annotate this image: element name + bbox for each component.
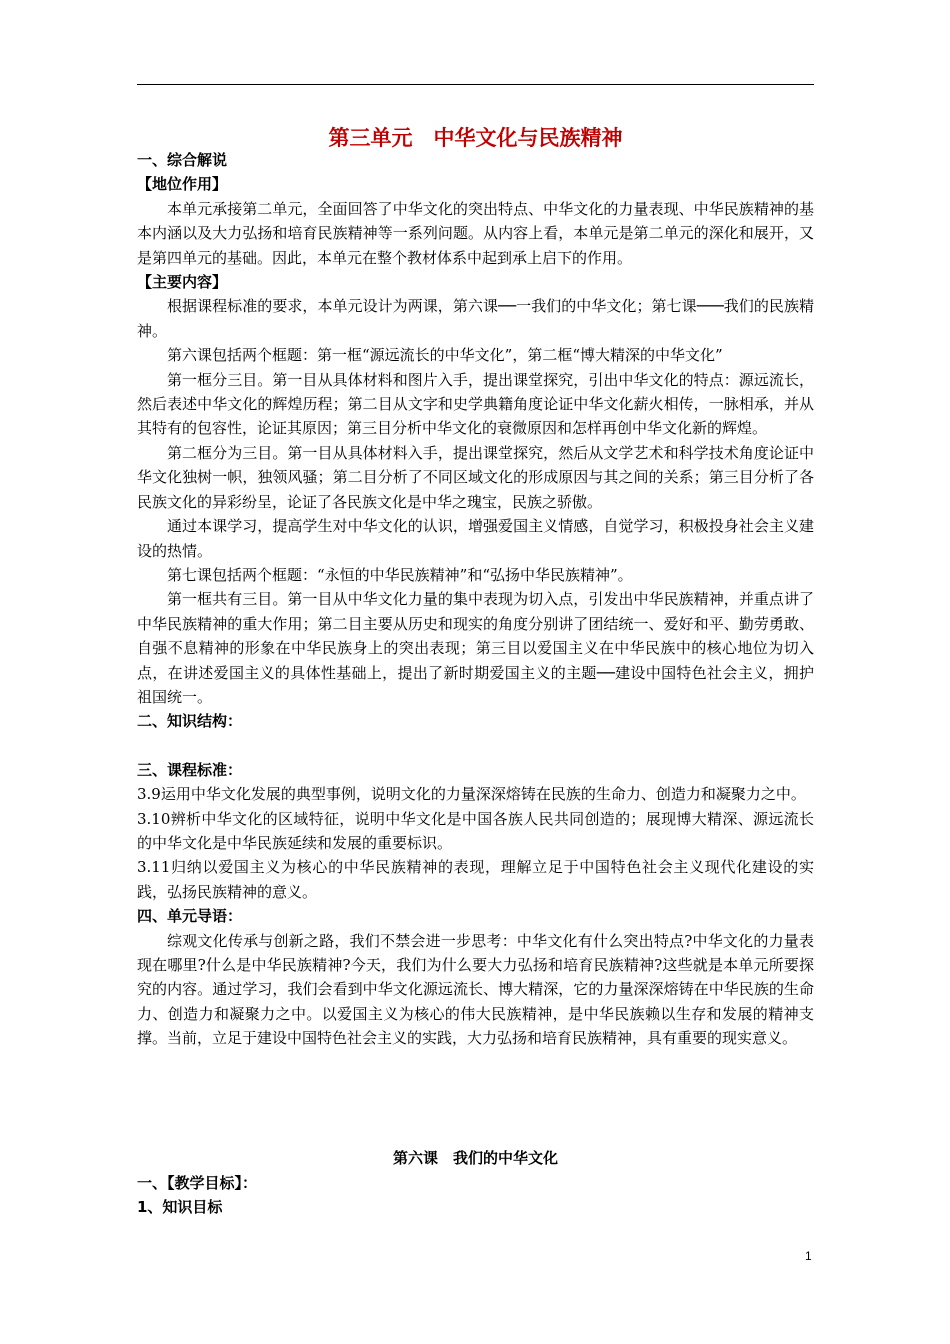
header-rule bbox=[137, 84, 814, 85]
objectives-heading: 一、【教学目标】： bbox=[137, 1174, 258, 1192]
paragraph-main-content: 第一框分三目。第一目从具体材料和图片入手，提出课堂探究，引出中华文化的特点：源远流长，然后表述中华文化的辉煌历程；第二目从文字和史学典籍角度论证中华文化薪火相传，一脉相承，并从其特有的包容性，论证其原因；第三目分析中华文化的衰微原因和怎样再创中华文化新的辉煌。 bbox=[137, 370, 814, 438]
lesson-body bbox=[137, 1171, 814, 1220]
standard-item: 3.9运用中华文化发展的典型事例，说明文化的力量深深熔铸在民族的生命力、创造力和凝聚力之中。 bbox=[137, 785, 806, 804]
lesson-title: 第六课 我们的中华文化 bbox=[392, 1149, 558, 1167]
section-heading-curriculum-standards: 三、课程标准： bbox=[137, 760, 243, 779]
paragraph-main-content: 通过本课学习，提高学生对中华文化的认识，增强爱国主义情感，自觉学习，积极投身社会主义建设的热情。 bbox=[137, 517, 814, 560]
standard-item: 3.11归纳以爱国主义为核心的中华民族精神的表现，理解立足于中国特色社会主义现代化建设的实践，弘扬民族精神的意义。 bbox=[137, 858, 814, 901]
paragraph-main-content: 第六课包括两个框题：第一框“源远流长的中华文化”，第二框“博大精深的中华文化” bbox=[167, 346, 723, 365]
blank-space bbox=[137, 734, 814, 758]
page-number: 1 bbox=[805, 1249, 812, 1263]
section-heading-unit-intro: 四、单元导语： bbox=[137, 907, 243, 926]
section-heading-overview: 一、综合解说 bbox=[137, 151, 228, 169]
unit-title: 第三单元 中华文化与民族精神 bbox=[328, 126, 623, 150]
paragraph-position-role: 本单元承接第二单元，全面回答了中华文化的突出特点、中华文化的力量表现、中华民族精神的基本内涵以及大力弘扬和培育民族精神等一系列问题。从内容上看，本单元是第二单元的深化和展开，又是第四单元的基础。因此，本单元在整个教材体系中起到承上启下的作用。 bbox=[137, 199, 814, 267]
document-body bbox=[137, 148, 814, 1051]
knowledge-objectives-heading: 1、知识目标 bbox=[137, 1198, 223, 1217]
subheading-position-role: 【地位作用】 bbox=[137, 175, 228, 194]
paragraph-main-content: 第二框分为三目。第一目从具体材料入手，提出课堂探究，然后从文学艺术和科学技术角度论证中华文化独树一帜，独领风骚；第二目分析了不同区域文化的形成原因与其之间的关系；第三目分析了各民族文化的异彩纷呈，论证了各民族文化是中华之瑰宝，民族之骄傲。 bbox=[137, 443, 814, 511]
paragraph-main-content: 第七课包括两个框题：“永恒的中华民族精神”和“弘扬中华民族精神”。 bbox=[167, 565, 633, 584]
paragraph-main-content: 根据课程标准的要求，本单元设计为两课，第六课──一我们的中华文化；第七课───我们的民族精神。 bbox=[137, 297, 814, 340]
section-heading-knowledge-structure: 二、知识结构： bbox=[137, 712, 243, 731]
paragraph-unit-intro: 综观文化传承与创新之路，我们不禁会进一步思考：中华文化有什么突出特点?中华文化的力量表现在哪里?什么是中华民族精神?今天，我们为什么要大力弘扬和培育民族精神?这些就是本单元所要探究的内容。通过学习，我们会看到中华文化源远流长、博大精深，它的力量深深熔铸在中华民族的生命力、创造力和凝聚力之中。以爱国主义为核心的伟大民族精神，是中华民族赖以生存和发展的精神支撑。当前，立足于建设中国特色社会主义的实践，大力弘扬和培育民族精神，具有重要的现实意义。 bbox=[137, 931, 814, 1048]
paragraph-main-content: 第一框共有三目。第一目从中华文化力量的集中表现为切入点，引发出中华民族精神，并重点讲了中华民族精神的重大作用；第二目主要从历史和现实的角度分别讲了团结统一、爱好和平、勤劳勇敢、自强不息精神的形象在中华民族身上的突出表现；第三目以爱国主义在中华民族中的核心地位为切入点，在讲述爱国主义的具体性基础上，提出了新时期爱国主义的主题──建设中国特色社会主义，拥护祖国统一。 bbox=[137, 590, 814, 706]
standard-item: 3.10辨析中华文化的区域特征，说明中华文化是中国各族人民共同创造的；展现博大精深、源远流长的中华文化是中华民族延续和发展的重要标识。 bbox=[137, 809, 814, 852]
subheading-main-content: 【主要内容】 bbox=[137, 273, 228, 292]
